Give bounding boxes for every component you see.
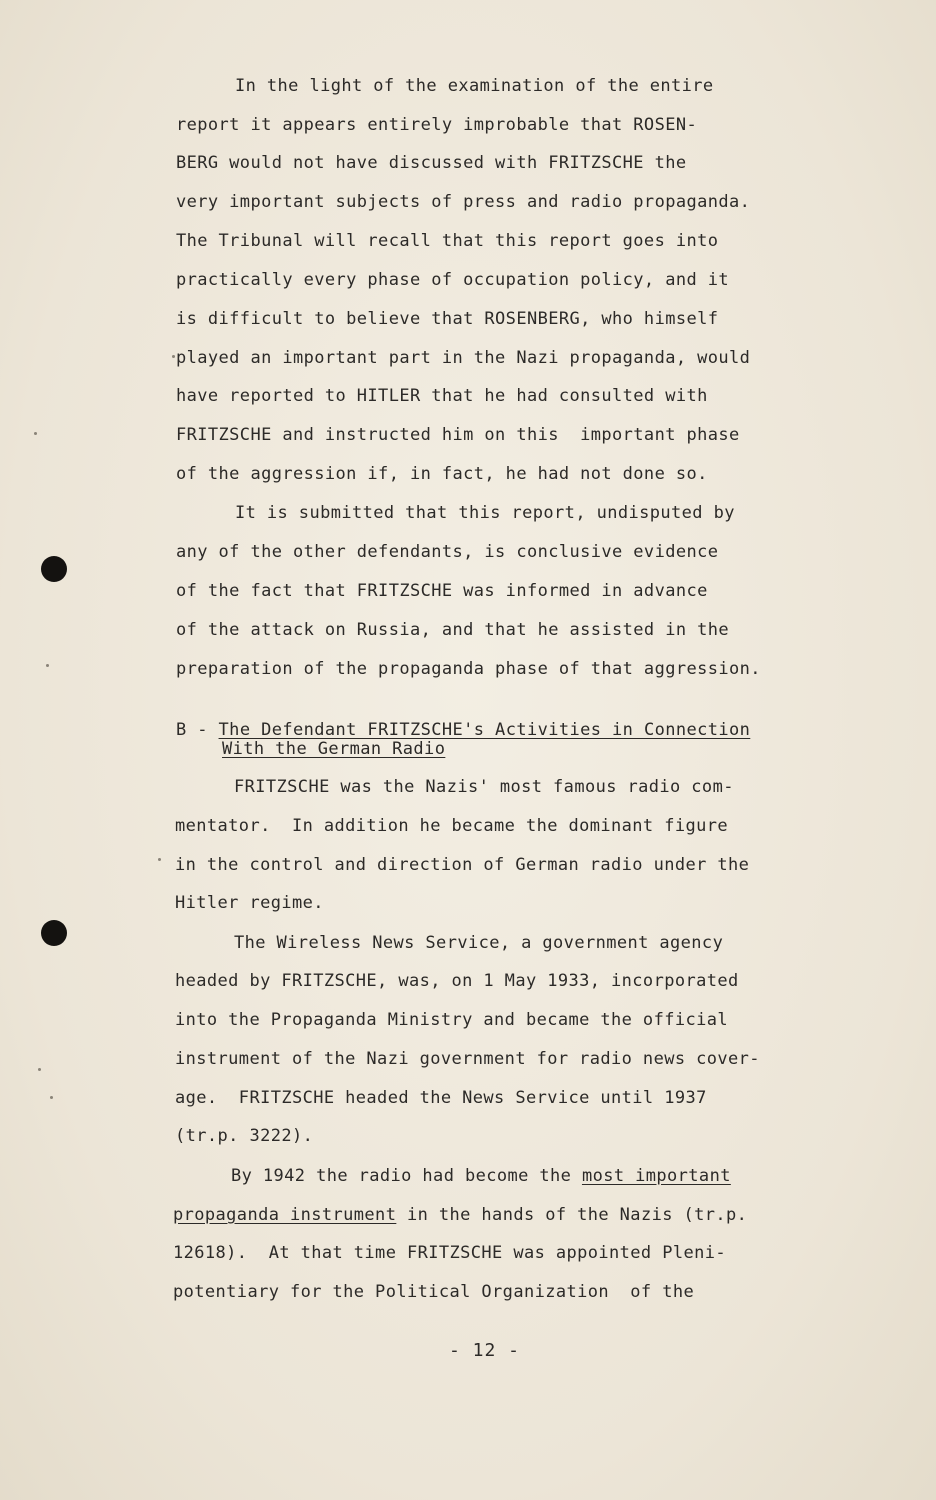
body-text-line: practically every phase of occupation policy, and it bbox=[176, 270, 730, 290]
body-text-line: FRITZSCHE was the Nazis' most famous radio com- bbox=[234, 777, 734, 797]
body-text-line: In the light of the examination of the entire bbox=[235, 76, 714, 96]
body-text-line: of the attack on Russia, and that he assisted in the bbox=[176, 620, 730, 640]
binder-hole-bottom bbox=[41, 920, 67, 946]
body-text-line: BERG would not have discussed with FRITZSCHE the bbox=[176, 153, 687, 173]
underlined-text: most important bbox=[581, 1166, 731, 1186]
section-heading-title-line1: The Defendant FRITZSCHE's Activities in Connection bbox=[218, 720, 751, 740]
section-heading-line2 bbox=[222, 739, 445, 759]
body-text-line: mentator. In addition he became the dominant figure bbox=[175, 816, 729, 836]
section-heading bbox=[176, 720, 750, 740]
body-text-line: potentiary for the Political Organization of the bbox=[173, 1282, 695, 1302]
body-text-line: (tr.p. 3222). bbox=[175, 1126, 314, 1146]
body-text-line: age. FRITZSCHE headed the News Service until 1937 bbox=[175, 1088, 707, 1108]
paper-speck bbox=[38, 1068, 41, 1071]
body-text-line: in the control and direction of German radio under the bbox=[175, 855, 750, 875]
body-text-line: Hitler regime. bbox=[175, 893, 324, 913]
text-run: By 1942 the radio had become the bbox=[231, 1166, 582, 1186]
body-text-line bbox=[173, 1205, 747, 1225]
body-text-line: of the aggression if, in fact, he had not done so. bbox=[176, 464, 708, 484]
body-text-line: played an important part in the Nazi propaganda, would bbox=[176, 348, 751, 368]
body-text-line: any of the other defendants, is conclusive evidence bbox=[176, 542, 719, 562]
paper-speck bbox=[46, 664, 49, 667]
paper-speck bbox=[172, 355, 175, 358]
body-text-line bbox=[231, 1166, 731, 1186]
body-text-line: preparation of the propaganda phase of that aggression. bbox=[176, 659, 761, 679]
binder-hole-top bbox=[41, 556, 67, 582]
body-text-line: headed by FRITZSCHE, was, on 1 May 1933, incorporated bbox=[175, 971, 739, 991]
paper-speck bbox=[34, 432, 37, 435]
body-text-line: The Wireless News Service, a government agency bbox=[234, 933, 724, 953]
text-run: in the hands of the Nazis (tr.p. bbox=[396, 1205, 748, 1225]
body-text-line: The Tribunal will recall that this report goes into bbox=[176, 231, 719, 251]
underlined-text: propaganda instrument bbox=[173, 1205, 397, 1225]
body-text-line: into the Propaganda Ministry and became the official bbox=[175, 1010, 729, 1030]
paper-speck bbox=[158, 858, 161, 861]
body-text-line: instrument of the Nazi government for radio news cover- bbox=[175, 1049, 760, 1069]
body-text-line: 12618). At that time FRITZSCHE was appointed Pleni- bbox=[173, 1243, 727, 1263]
section-heading-title-line2: With the German Radio bbox=[222, 739, 446, 759]
body-text-line: is difficult to believe that ROSENBERG, who himself bbox=[176, 309, 719, 329]
section-heading-prefix: B - bbox=[176, 720, 219, 740]
body-text-line: FRITZSCHE and instructed him on this important phase bbox=[176, 425, 740, 445]
page-number: - 12 - bbox=[449, 1340, 521, 1361]
body-text-line: of the fact that FRITZSCHE was informed in advance bbox=[176, 581, 708, 601]
body-text-line: have reported to HITLER that he had consulted with bbox=[176, 386, 708, 406]
body-text-line: report it appears entirely improbable that ROSEN- bbox=[176, 115, 698, 135]
body-text-line: very important subjects of press and radio propaganda. bbox=[176, 192, 751, 212]
body-text-line: It is submitted that this report, undisputed by bbox=[235, 503, 735, 523]
paper-speck bbox=[50, 1096, 53, 1099]
